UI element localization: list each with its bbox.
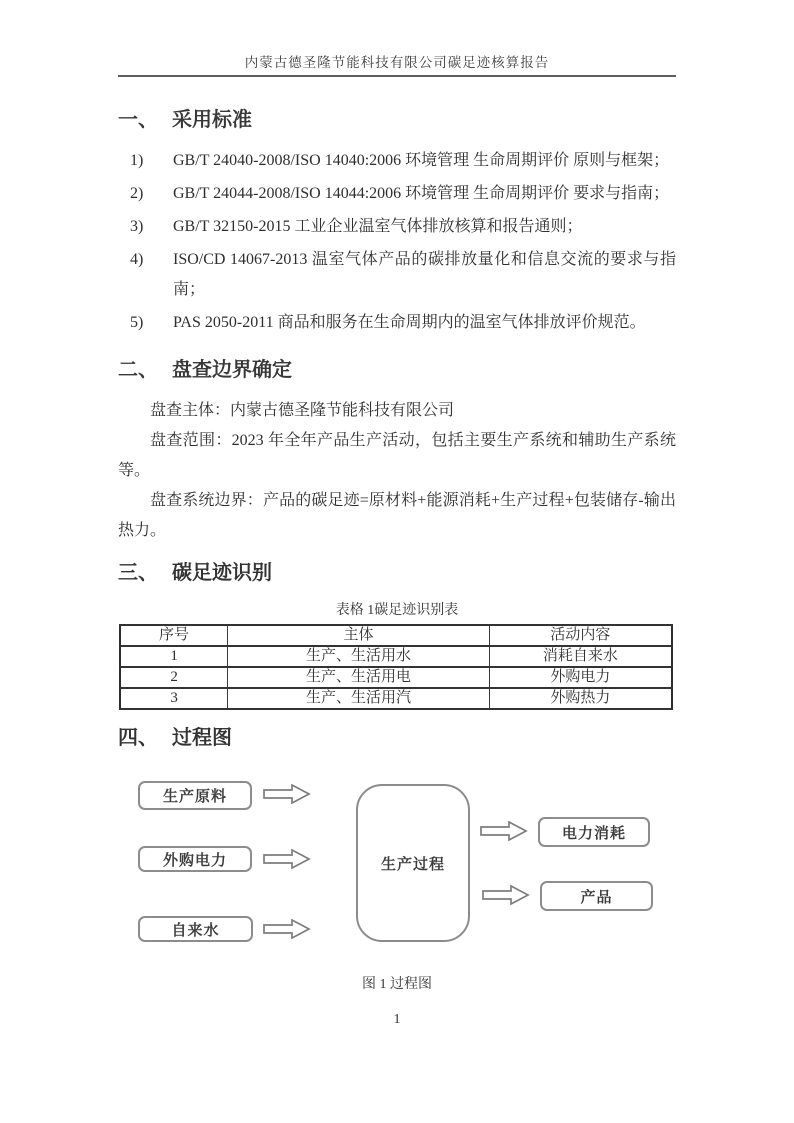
page-number: 1 [393, 1012, 401, 1027]
flow-box-product: 产品 [540, 881, 653, 911]
flow-box-production-process: 生产过程 [356, 784, 470, 942]
cell-no: 3 [120, 688, 228, 709]
standard-text: GB/T 24040-2008/ISO 14040:2006 环境管理 生命周期评价 原则与框架； [173, 152, 670, 169]
standard-item [118, 308, 676, 338]
document-header [0, 0, 794, 77]
document-header-title: 内蒙古德圣隆节能科技有限公司碳足迹核算报告 [244, 55, 550, 70]
flow-box-electricity-consumption: 电力消耗 [538, 817, 650, 847]
cell-activity: 外购电力 [489, 667, 672, 688]
standard-text: GB/T 24044-2008/ISO 14044:2006 环境管理 生命周期评价 要求与指南； [173, 185, 670, 202]
flow-box-tap-water: 自来水 [138, 916, 253, 942]
standard-text: PAS 2050-2011 商品和服务在生命周期内的温室气体排放评价规范。 [173, 314, 646, 331]
list-marker: 4) [130, 251, 144, 268]
header-cell-no: 序号 [120, 625, 228, 646]
cell-subject: 生产、生活用汽 [228, 688, 490, 709]
standard-item [118, 245, 676, 305]
paragraph-inventory-subject: 盘查主体：内蒙古德圣隆节能科技有限公司 [150, 402, 455, 419]
standard-text: ISO/CD 14067-2013 温室气体产品的碳排放量化和信息交流的要求与指南； [173, 251, 676, 298]
standard-text: GB/T 32150-2015 工业企业温室气体排放核算和报告通则； [173, 218, 583, 235]
header-rule [118, 75, 676, 77]
standard-item [118, 146, 676, 176]
cell-no: 1 [120, 646, 228, 667]
table-row [120, 646, 672, 667]
list-marker: 3) [130, 218, 144, 235]
section-heading-process-diagram [118, 726, 676, 751]
flow-box-production-materials: 生产原料 [138, 781, 252, 810]
list-marker: 5) [130, 314, 144, 331]
cell-activity: 消耗自来水 [489, 646, 672, 667]
section-heading-footprint-identification [118, 561, 676, 586]
right-arrow-icon [482, 885, 530, 905]
paragraph-system-boundary: 盘查系统边界：产品的碳足迹=原材料+能源消耗+生产过程+包装储存-输出热力。 [118, 492, 676, 539]
section-heading-boundary [118, 358, 676, 383]
section-title: 采用标准 [172, 109, 252, 131]
section-title: 过程图 [172, 727, 232, 749]
header-cell-subject: 主体 [228, 625, 490, 646]
section-number: 四、 [118, 727, 158, 749]
section-number: 二、 [118, 359, 158, 381]
paragraph-inventory-scope: 盘查范围：2023 年全年产品生产活动，包括主要生产系统和辅助生产系统等。 [118, 432, 676, 479]
right-arrow-icon [263, 849, 311, 869]
footprint-identification-table [119, 624, 673, 710]
table-row [120, 667, 672, 688]
right-arrow-icon [263, 919, 311, 939]
figure-caption: 图 1 过程图 [362, 977, 432, 992]
right-arrow-icon [263, 784, 311, 804]
standard-item [118, 212, 676, 242]
header-cell-activity: 活动内容 [489, 625, 672, 646]
cell-no: 2 [120, 667, 228, 688]
section-number: 三、 [118, 562, 158, 584]
right-arrow-icon [480, 821, 528, 841]
section-title: 碳足迹识别 [172, 562, 272, 584]
flow-box-purchased-electricity: 外购电力 [138, 846, 252, 872]
list-marker: 1) [130, 152, 144, 169]
list-marker: 2) [130, 185, 144, 202]
section-number: 一、 [118, 109, 158, 131]
table-caption: 表格 1碳足迹识别表 [335, 603, 459, 618]
cell-subject: 生产、生活用水 [228, 646, 490, 667]
section-title: 盘查边界确定 [172, 359, 292, 381]
process-flow-diagram [118, 779, 676, 947]
standard-item [118, 179, 676, 209]
boundary-paragraphs [118, 396, 676, 546]
section-heading-standards [118, 108, 676, 133]
cell-subject: 生产、生活用电 [228, 667, 490, 688]
table-header-row [120, 625, 672, 646]
table-row [120, 688, 672, 709]
cell-activity: 外购热力 [489, 688, 672, 709]
standards-list [118, 146, 676, 338]
